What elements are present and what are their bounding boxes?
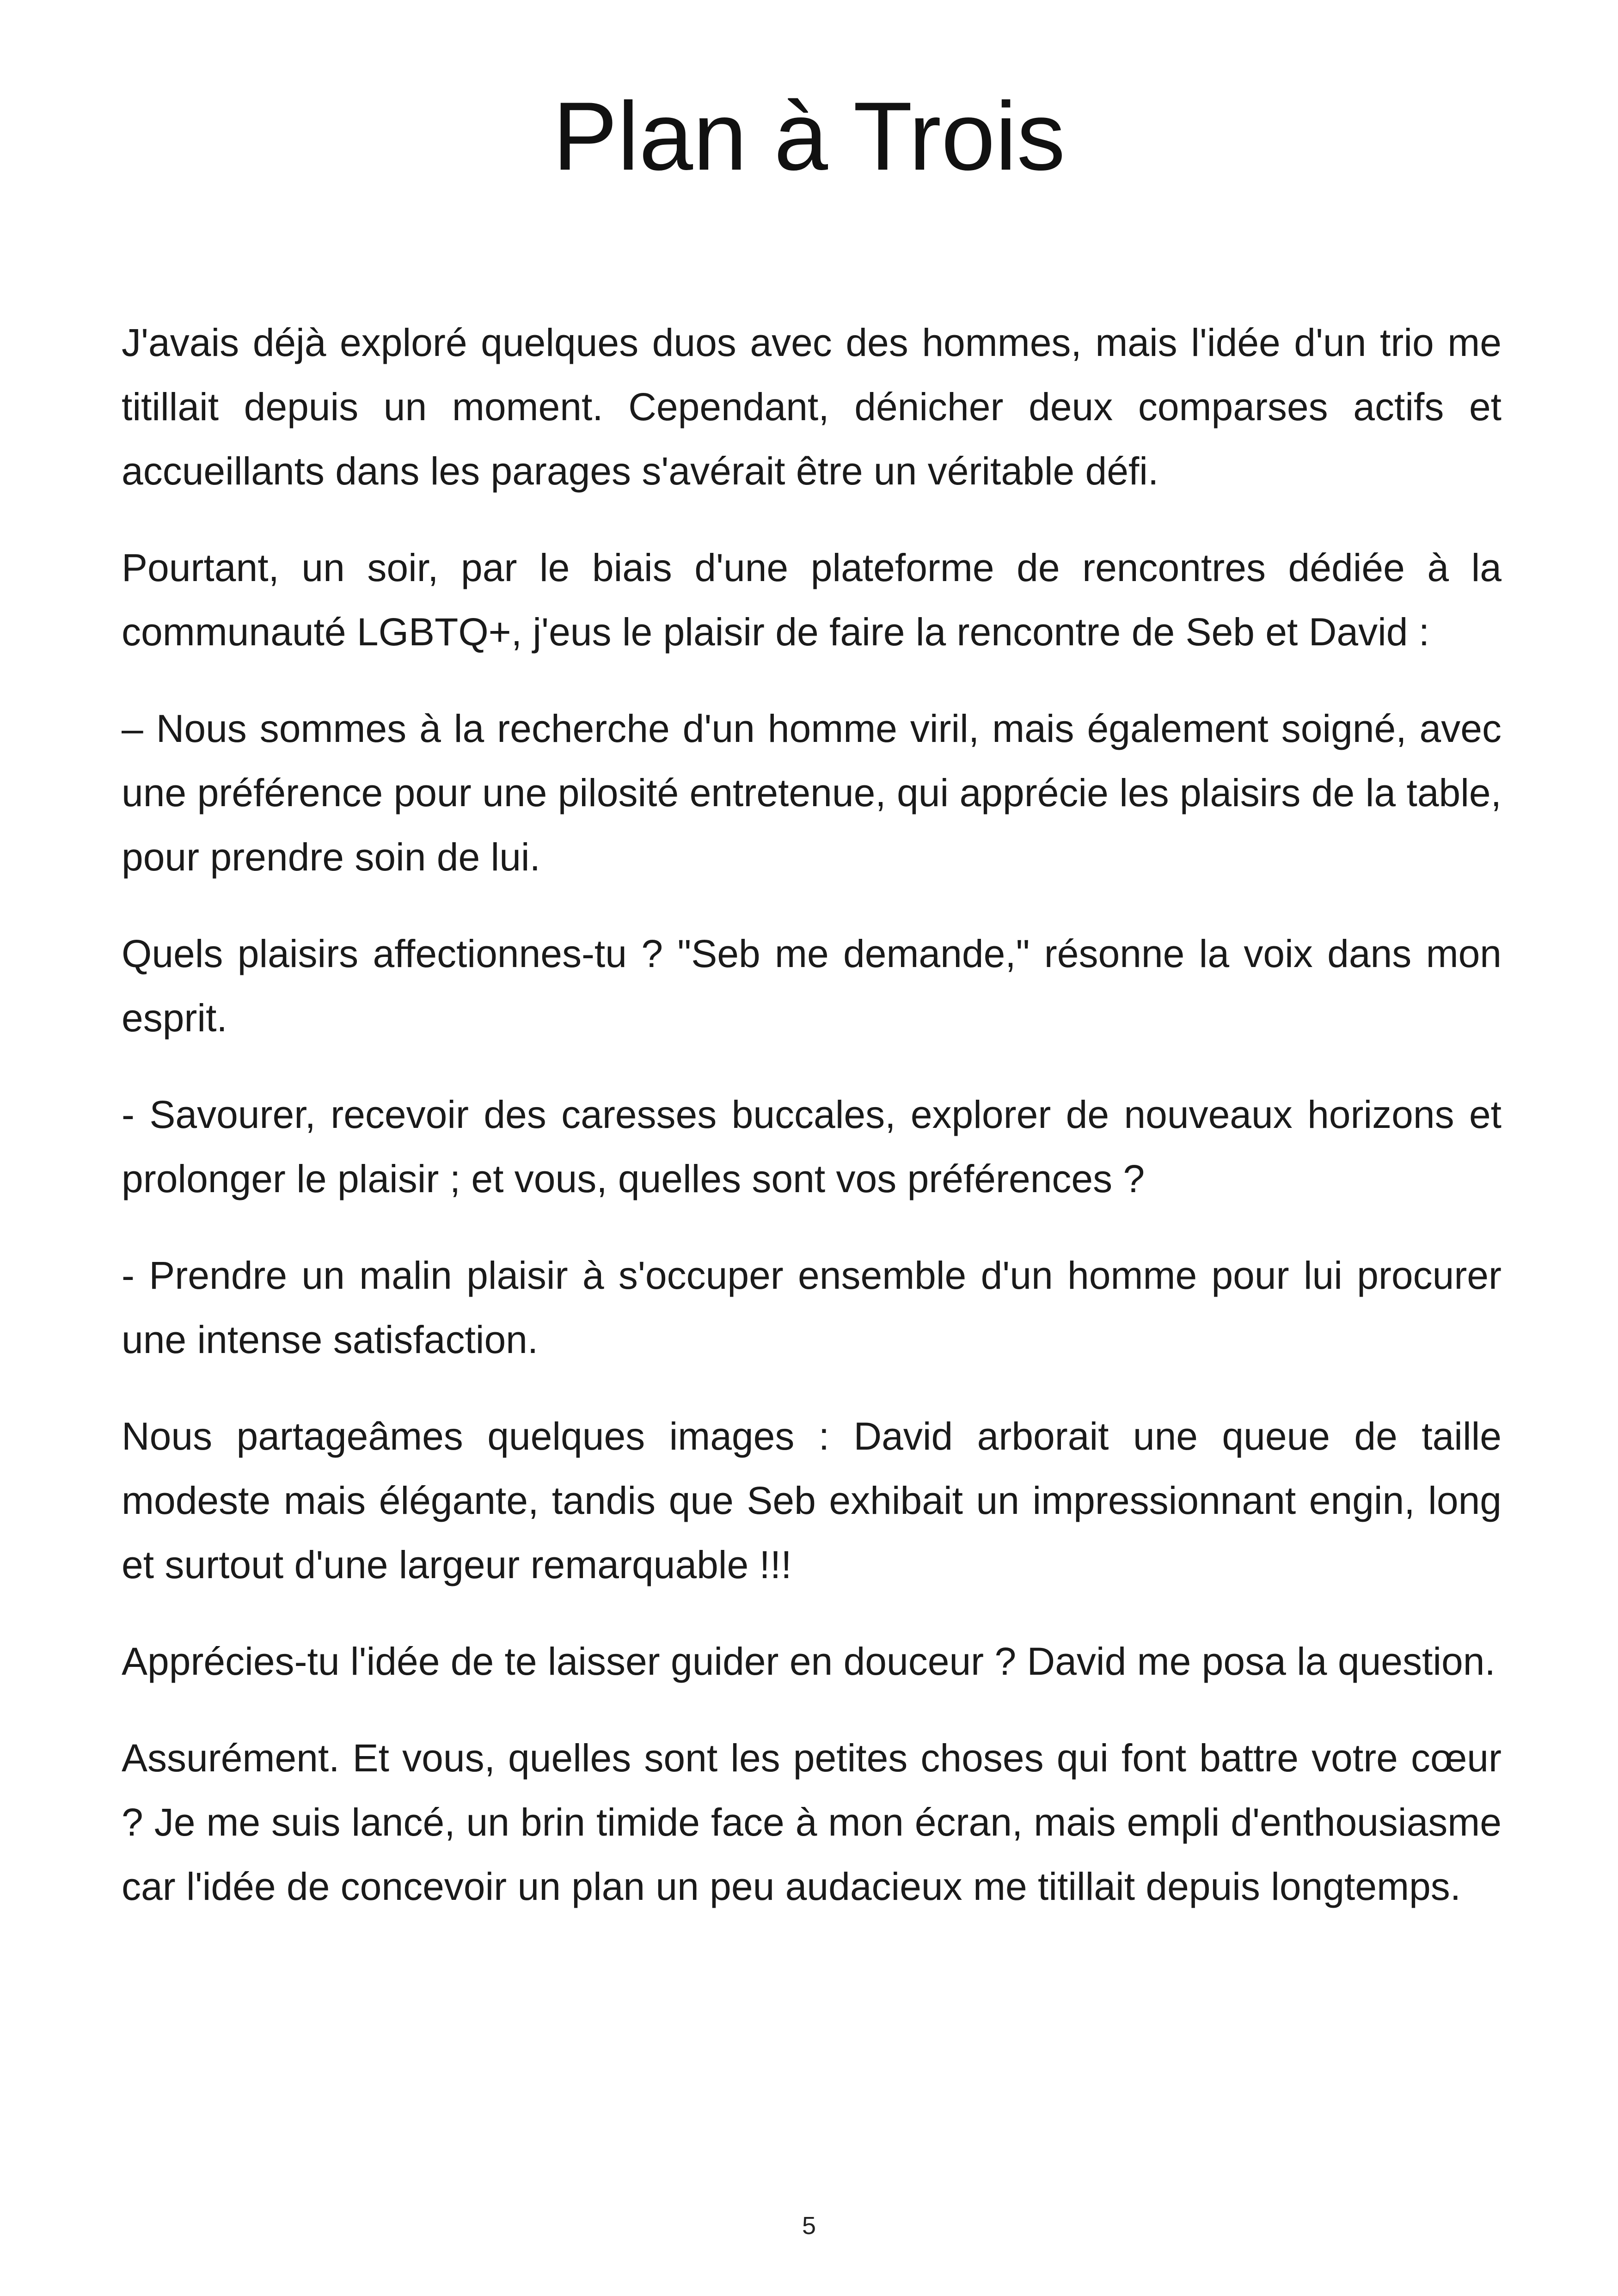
paragraph-2: Pourtant, un soir, par le biais d'une plateforme de rencontres dédiée à la communauté LGBTQ+, j'eus le plaisir de faire la rencontre de Seb et David : <box>122 546 1502 654</box>
paragraph-7: Nous partageâmes quelques images : David arborait une queue de taille modeste mais élégante, tandis que Seb exhibait un impressionnant engin, long et surtout d'une largeur remarquable !!! <box>122 1414 1502 1586</box>
paragraph-6: - Prendre un malin plaisir à s'occuper ensemble d'un homme pour lui procurer une intense satisfaction. <box>122 1254 1502 1361</box>
page-number: 5 <box>802 2212 816 2240</box>
body-text <box>122 311 1502 1951</box>
paragraph-9: Assurément. Et vous, quelles sont les petites choses qui font battre votre cœur ? Je me suis lancé, un brin timide face à mon écran, mais empli d'enthousiasme car l'idée de concevoir un plan un peu audacieux me titillait depuis longtemps. <box>122 1736 1502 1908</box>
paragraph-1: J'avais déjà exploré quelques duos avec des hommes, mais l'idée d'un trio me titillait depuis un moment. Cependant, dénicher deux comparses actifs et accueillants dans les parages s'avérait être un véritable défi. <box>122 321 1502 493</box>
paragraph-4: Quels plaisirs affectionnes-tu ? "Seb me demande," résonne la voix dans mon esprit. <box>122 932 1502 1040</box>
paragraph-3: – Nous sommes à la recherche d'un homme viril, mais également soigné, avec une préférence pour une pilosité entretenue, qui apprécie les plaisirs de la table, pour prendre soin de lui. <box>122 707 1502 879</box>
page-title: Plan à Trois <box>552 82 1066 190</box>
paragraph-8: Apprécies-tu l'idée de te laisser guider en douceur ? David me posa la question. <box>122 1640 1495 1683</box>
paragraph-5: - Savourer, recevoir des caresses buccales, explorer de nouveaux horizons et prolonger le plaisir ; et vous, quelles sont vos préférences ? <box>122 1093 1502 1200</box>
